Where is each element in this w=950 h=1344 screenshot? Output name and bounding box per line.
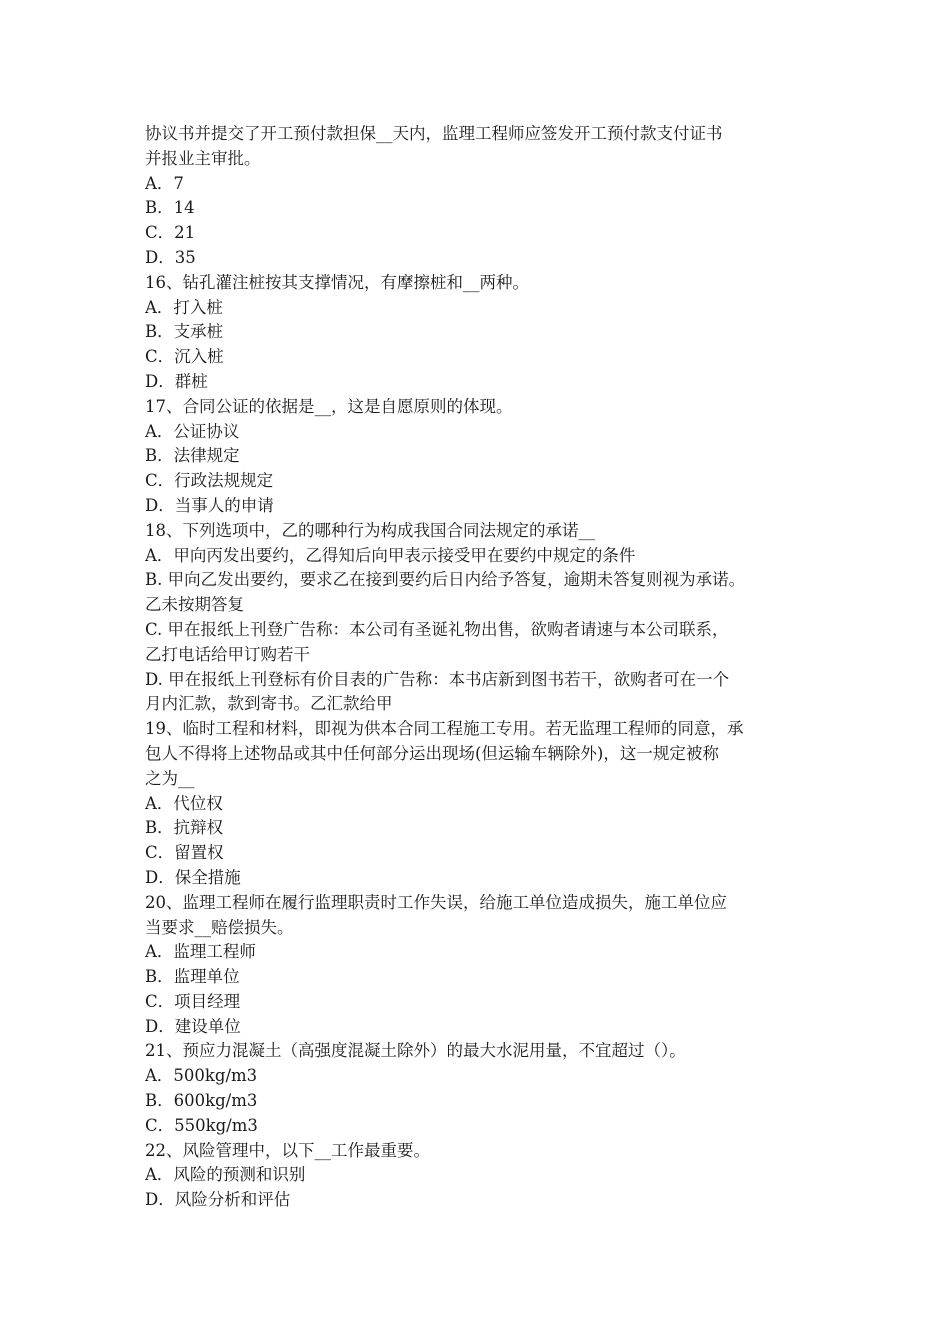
document-body xyxy=(145,122,825,1213)
option-line: A．打入桩 xyxy=(145,297,223,317)
option-line: B．法律规定 xyxy=(145,446,240,466)
option-line: 乙未按期答复 xyxy=(145,595,244,615)
option-line: C．项目经理 xyxy=(145,991,241,1011)
option-line: B．600kg/m3 xyxy=(145,1091,258,1111)
question-line: 21、预应力混凝土（高强度混凝土除外）的最大水泥用量，不宜超过（）。 xyxy=(145,1041,686,1061)
question-line: 17、合同公证的依据是__，这是自愿原则的体现。 xyxy=(145,396,513,416)
option-line: A．代位权 xyxy=(145,793,223,813)
option-line: 乙打电话给甲订购若干 xyxy=(145,644,310,664)
option-line: C．沉入桩 xyxy=(145,347,224,367)
option-line: D．建设单位 xyxy=(145,1016,241,1036)
option-line: C．留置权 xyxy=(145,843,224,863)
option-line: B. 甲向乙发出要约，要求乙在接到要约后日内给予答复，逾期未答复则视为承诺。 xyxy=(145,570,746,590)
option-line: A．公证协议 xyxy=(145,421,240,441)
question-line: 之为__ xyxy=(145,768,195,788)
question-line: 当要求__赔偿损失。 xyxy=(145,917,294,937)
question-line: 19、临时工程和材料，即视为供本合同工程施工专用。若无监理工程师的同意，承 xyxy=(145,719,744,739)
option-line: C. 甲在报纸上刊登广告称：本公司有圣诞礼物出售，欲购者请速与本公司联系， xyxy=(145,619,729,639)
text-line: 并报业主审批。 xyxy=(145,148,261,168)
option-line: D．保全措施 xyxy=(145,867,241,887)
option-line: D．当事人的申请 xyxy=(145,495,274,515)
option-line: D．风险分析和评估 xyxy=(145,1190,291,1210)
option-line: A．监理工程师 xyxy=(145,942,256,962)
option-line: 月内汇款，款到寄书。乙汇款给甲 xyxy=(145,694,393,714)
option-line: C．21 xyxy=(145,223,196,243)
option-line: B．14 xyxy=(145,198,195,218)
option-line: D. 甲在报纸上刊登标有价目表的广告称：本书店新到图书若干，欲购者可在一个 xyxy=(145,669,730,689)
option-line: A．风险的预测和识别 xyxy=(145,1165,306,1185)
question-line: 16、钻孔灌注桩按其支撑情况，有摩擦桩和__两种。 xyxy=(145,272,529,292)
option-line: D．35 xyxy=(145,247,196,267)
option-line: D．群桩 xyxy=(145,371,208,391)
question-line: 包人不得将上述物品或其中任何部分运出现场(但运输车辆除外)，这一规定被称 xyxy=(145,743,719,763)
option-line: B．抗辩权 xyxy=(145,818,224,838)
option-line: A．7 xyxy=(145,173,184,193)
option-line: A．甲向丙发出要约，乙得知后向甲表示接受甲在要约中规定的条件 xyxy=(145,545,636,565)
option-line: A．500kg/m3 xyxy=(145,1066,258,1086)
question-line: 22、风险管理中，以下__工作最重要。 xyxy=(145,1140,430,1160)
question-line: 18、下列选项中，乙的哪种行为构成我国合同法规定的承诺__ xyxy=(145,520,595,540)
option-line: C．550kg/m3 xyxy=(145,1115,258,1135)
question-line: 20、监理工程师在履行监理职责时工作失误，给施工单位造成损失，施工单位应 xyxy=(145,892,727,912)
text-line: 协议书并提交了开工预付款担保__天内，监理工程师应签发开工预付款支付证书 xyxy=(145,124,723,143)
option-line: B．支承桩 xyxy=(145,322,224,342)
option-line: B．监理单位 xyxy=(145,967,240,987)
option-line: C．行政法规规定 xyxy=(145,471,274,491)
